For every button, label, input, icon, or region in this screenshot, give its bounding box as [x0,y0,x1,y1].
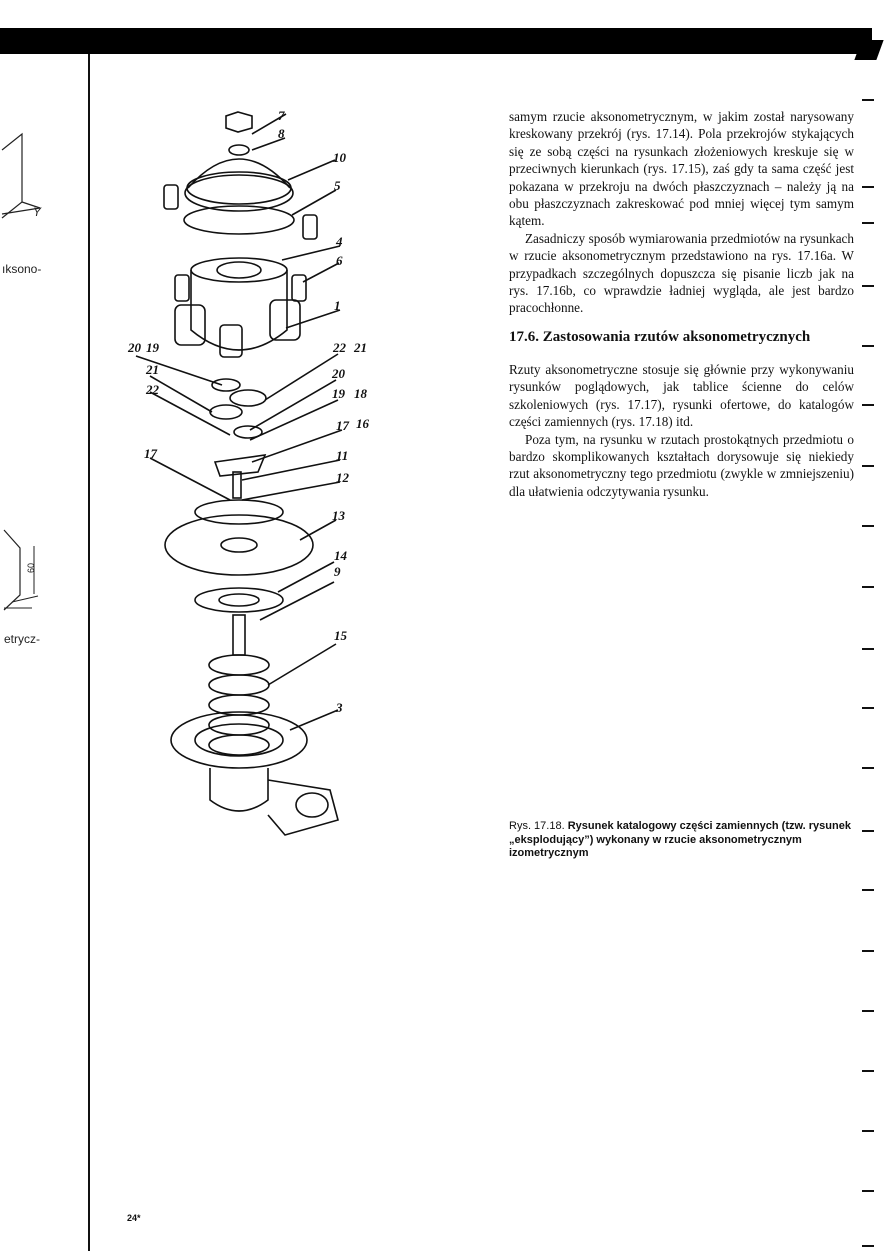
page-gutter-line [88,54,90,1251]
paragraph-3: Rzuty aksonometryczne stosuje się głównie przy wykonywaniu rysunków poglądowych, jak tablice ścienne do celów szkoleniowych (rys. 17.17), rysunki ofertowe, do katalogów części zamiennych (rys. 17.18) itd. [509,362,854,430]
label: 5 [334,178,341,193]
margin-mark [862,1070,874,1072]
paragraph-1: samym rzucie aksonometrycznym, w jakim został narysowany kreskowany przekrój (rys. 17.14). Pola przekrojów stykających się ze sobą części na rysunkach złożeniowych kreskuje się w przeciwnych kierunkach (rys. 17.15), zaś gdy ta sama część jest pokazana w przekroju na dwóch płaszczyznach – należy ją na obu płaszczyznach zakreskować pod mniej więcej tym samym kątem. [509,109,854,229]
margin-mark [862,99,874,101]
label: 10 [333,150,346,165]
margin-mark [862,707,874,709]
label: 20 [332,366,345,381]
label: 22 [146,382,159,397]
paragraph-4: Poza tym, na rysunku w rzutach prostokątnych przedmiotu o bardzo skomplikowanych kształtach dorysowuje się niekiedy rzut aksonometryczny tego przedmiotu (zwykle w zmniejszeniu) dla ułatwienia odczytywania rysunku. [509,431,854,499]
top-black-bar [0,28,872,54]
margin-mark [862,1130,874,1132]
label: 6 [336,253,343,268]
margin-mark [862,525,874,527]
margin-mark [862,222,874,224]
label: 9 [334,564,341,579]
label: 13 [332,508,345,523]
label: 17 [336,418,349,433]
body-text-lower [509,361,854,500]
label: 1 [334,298,341,313]
margin-mark [862,648,874,650]
margin-mark [862,285,874,287]
margin-mark [862,586,874,588]
label: 12 [336,470,349,485]
page-number: 24* [127,1213,141,1223]
body-text-upper [509,108,854,317]
margin-mark [862,404,874,406]
label: 17 [144,446,157,461]
label: 19 [146,340,159,355]
margin-mark [862,1245,874,1247]
section-title: 17.6. Zastosowania rzutów aksonometrycznych [509,329,811,345]
caption-prefix: Rys. 17.18. [509,820,565,832]
label: 19 [332,386,345,401]
label: 22 [333,340,346,355]
axis-label: Y [33,205,42,219]
label: 15 [334,628,347,643]
margin-mark [862,767,874,769]
exploded-fuel-pump-drawing [120,100,369,870]
label: 8 [278,126,285,141]
label: 11 [336,448,349,463]
paragraph-2: Zasadniczy sposób wymiarowania przedmiotów na rysunkach w rzucie aksonometrycznym przedstawiono na rys. 17.16a. W przypadkach szczególnych dopuszcza się pisanie liczb jak na rys. 17.16b, co wprawdzie ładniej wygląda, ale jest bardzo pracochłonne. [509,230,854,316]
label: 21 [354,340,367,355]
label: 21 [146,362,159,377]
label: 20 [128,340,141,355]
prev-page-sketch [0,120,50,230]
label: 16 [356,416,369,431]
label: 4 [336,234,343,249]
margin-mark [862,830,874,832]
margin-fragment-1: ıksono- [2,262,42,276]
margin-mark [862,1010,874,1012]
margin-mark [862,1190,874,1192]
label: 18 [354,386,367,401]
figure-caption [509,820,854,861]
label: 7 [278,108,285,123]
margin-mark [862,465,874,467]
margin-mark [862,186,874,188]
prev-page-dimension-sketch [0,520,50,620]
label: 3 [336,700,343,715]
margin-fragment-2: etrycz- [4,632,40,646]
margin-mark [862,345,874,347]
dimension-60: 60 [26,562,37,574]
label: 14 [334,548,347,563]
caption-text: Rysunek katalogowy części zamiennych (tzw. rysunek „eksplodujący”) wykonany w rzucie aksonometrycznym izometrycznym [509,820,851,859]
margin-mark [862,950,874,952]
margin-mark [862,889,874,891]
